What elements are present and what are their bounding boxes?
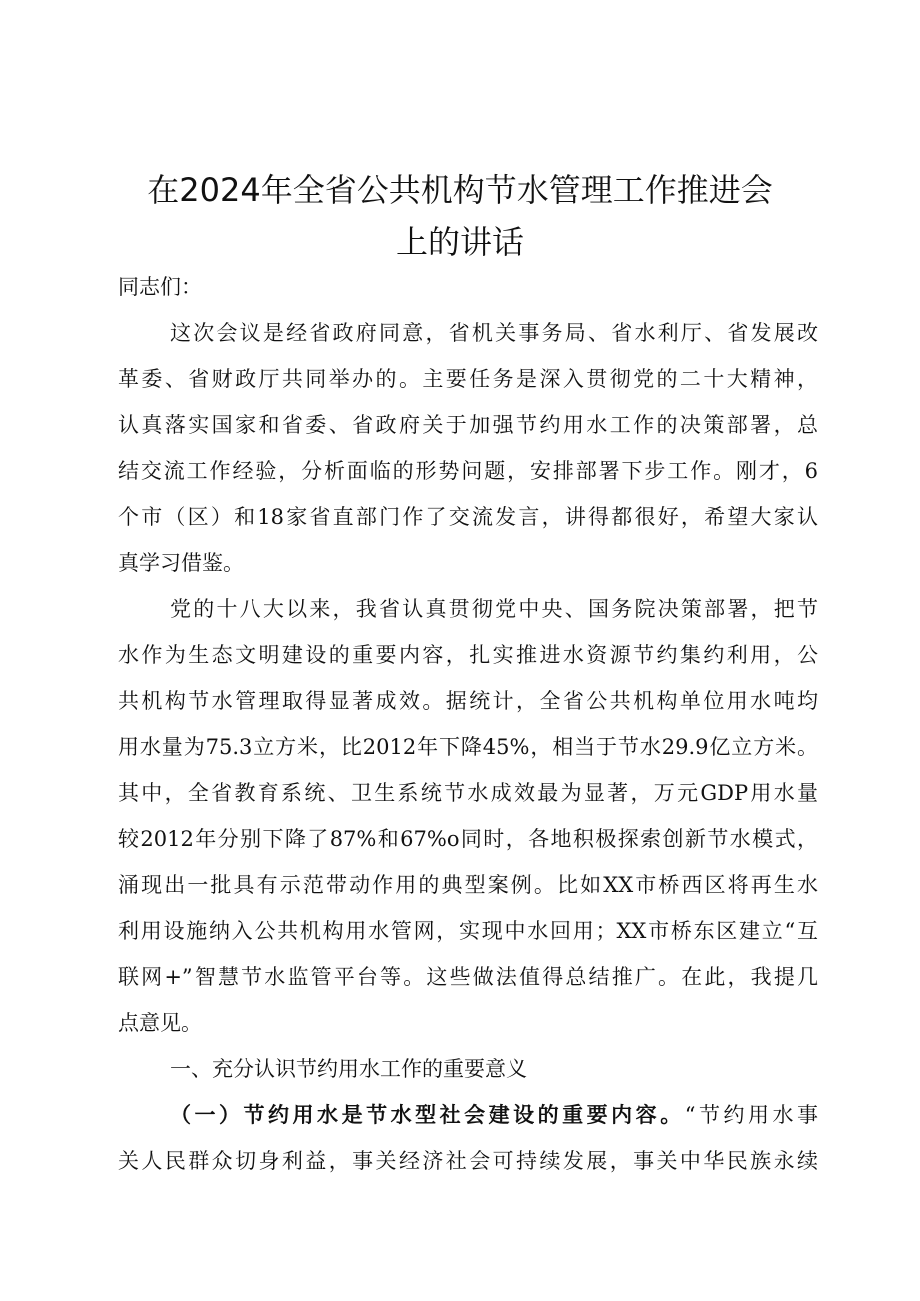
paragraph-line: 用水量为75.3立方米，比2012年下降45%，相当于节水29.9亿立方米。: [118, 735, 818, 759]
paragraph-line: 党的十八大以来，我省认真贯彻党中央、国务院决策部署，把节: [170, 597, 818, 621]
salutation: 同志们：: [118, 275, 202, 299]
paragraph-line: 涌现出一批具有示范带动作用的典型案例。比如XX市桥西区将再生水: [118, 873, 818, 897]
paragraph-line: 结交流工作经验，分析面临的形势问题，安排部署下步工作。刚才，6: [118, 459, 818, 483]
paragraph-line: 认真落实国家和省委、省政府关于加强节约用水工作的决策部署，总: [118, 413, 818, 437]
subsection-heading: （一）节约用水是节水型社会建设的重要内容。: [170, 1102, 685, 1127]
paragraph-line: 水作为生态文明建设的重要内容，扎实推进水资源节约集约利用，公: [118, 643, 818, 667]
document-title-line-2: 上的讲话: [395, 223, 524, 261]
subsection-text: “节约用水事: [684, 1103, 818, 1127]
paragraph-line: 革委、省财政厅共同举办的。主要任务是深入贯彻党的二十大精神，: [118, 367, 818, 391]
paragraph-line: 关人民群众切身利益，事关经济社会可持续发展，事关中华民族永续: [118, 1149, 818, 1173]
subsection-line: [170, 1100, 818, 1130]
paragraph-line: 其中，全省教育系统、卫生系统节水成效最为显著，万元GDP用水量: [118, 781, 818, 805]
paragraph-line: 这次会议是经省政府同意，省机关事务局、省水利厅、省发展改: [170, 321, 818, 345]
document-title-line-1: 在2024年全省公共机构节水管理工作推进会: [147, 171, 773, 209]
section-heading: 一、充分认识节约用水工作的重要意义: [170, 1057, 527, 1081]
paragraph-line: 利用设施纳入公共机构用水管网，实现中水回用；XX市桥东区建立“互: [118, 919, 818, 943]
paragraph-line: 联网+”智慧节水监管平台等。这些做法值得总结推广。在此，我提几: [118, 965, 818, 989]
paragraph-line: 真学习借鉴。: [118, 551, 244, 575]
paragraph-line: 较2012年分别下降了87%和67%o同时，各地积极探索创新节水模式，: [118, 827, 818, 851]
paragraph-line: 个市（区）和18家省直部门作了交流发言，讲得都很好，希望大家认: [118, 505, 818, 529]
paragraph-line: 共机构节水管理取得显著成效。据统计，全省公共机构单位用水吨均: [118, 689, 818, 713]
paragraph-line: 点意见。: [118, 1011, 202, 1035]
